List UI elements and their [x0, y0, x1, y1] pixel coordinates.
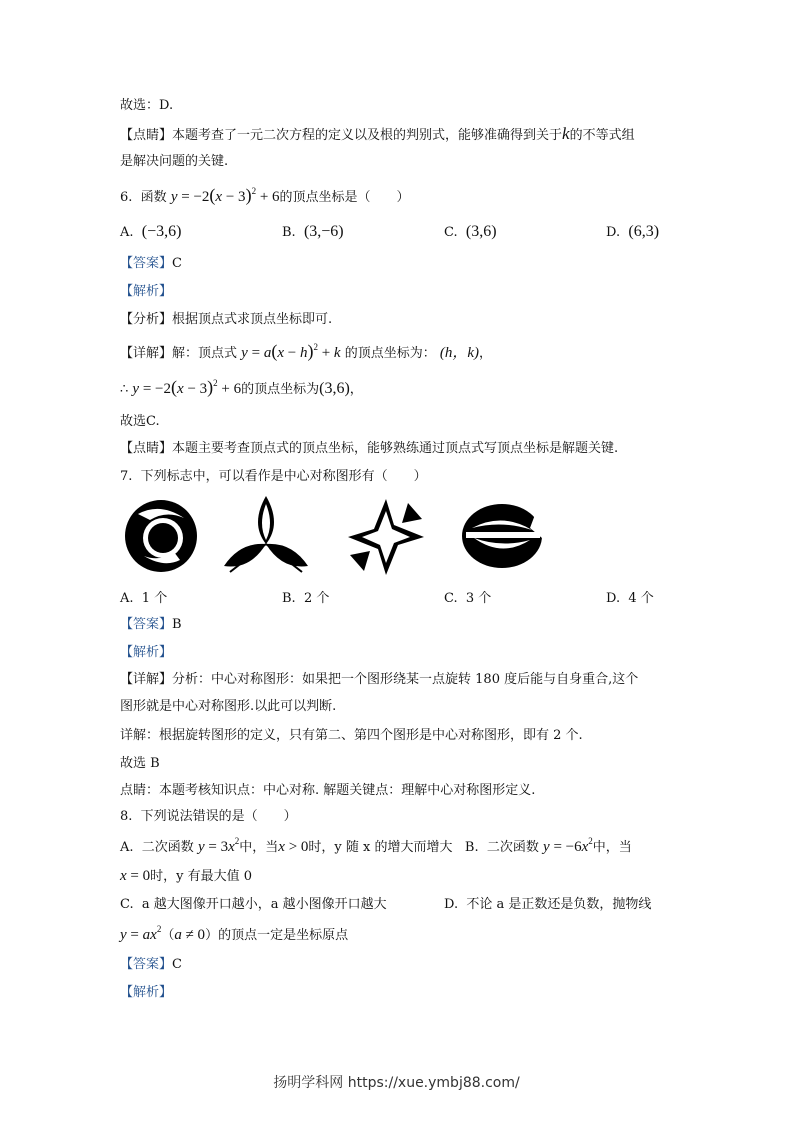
text-line: [120, 125, 635, 145]
text-line: 点睛：本题考核知识点：中心对称. 解题关键点：理解中心对称图形定义.: [120, 783, 536, 798]
text-line: 故选C.: [120, 414, 160, 429]
answer-line: 【答案】C: [120, 957, 182, 972]
point-text: 本题考查了一元二次方程的定义以及根的判别式，能够准确得到关于: [172, 128, 563, 143]
question-text: 函数: [140, 190, 167, 205]
analysis-line: 【解析】: [120, 985, 173, 1000]
option-b-cont: x = 0时，y 有最大值 0: [120, 868, 253, 884]
footer-watermark: 扬明学科网 https://xue.ymbj88.com/: [273, 1075, 520, 1091]
answer-tag: 【答案】: [120, 256, 173, 271]
option-a-line: A. 二次函数 $y = 3x^2$中，当x > 0时，y 随 x 的增大而增大 B. 二次函数 $y = -6x^2$中，当: [120, 836, 632, 855]
analysis-line: [120, 283, 172, 301]
question-number: 6.: [120, 190, 133, 205]
question-6: [120, 186, 410, 207]
logo-figure-1: [120, 498, 202, 574]
detail-line: 【详解】分析：中心对称图形：如果把一个图形绕某一点旋转 180 度后能与自身重合,这个: [120, 672, 639, 687]
analysis-tag: 【解析】: [120, 284, 173, 299]
answer-line: 【答案】B: [120, 617, 182, 632]
logo-figure-3: [346, 497, 426, 577]
text-line: 图形就是中心对称图形.以此可以判断.: [120, 699, 337, 714]
point-text-tail: 的不等式组: [569, 128, 635, 143]
text-line: 是解决问题的关键.: [120, 154, 229, 169]
option-b: B. 2 个: [282, 591, 330, 606]
option-d: D. (6,3): [606, 223, 660, 240]
option-c-line: C. a 越大图像开口越小，a 越小图像开口越大: [120, 897, 387, 912]
detail-line: 【详解】解：顶点式 $y = a(x - h)^2 + k$ 的顶点坐标为： (h，k)，: [120, 341, 493, 361]
analysis-line: 【解析】: [120, 645, 173, 660]
answer-line: [120, 255, 182, 273]
option-a: A. (−3,6): [120, 223, 182, 240]
logo-figure-4: [456, 498, 548, 572]
text-line: 故选：D.: [120, 98, 174, 113]
logo-figure-2: [220, 494, 312, 578]
formula: (h，k): [439, 345, 480, 361]
option-d: D. 4 个: [606, 591, 654, 606]
therefore-line: ∴ $y = -2(x - 3)^2 + 6$的顶点坐标为(3,6)，: [120, 377, 363, 397]
text-line: 详解：根据旋转图形的定义，只有第二、第四个图形是中心对称图形，即有 2 个.: [120, 728, 583, 743]
option-c: C. 3 个: [444, 591, 492, 606]
text-line: 故选 B: [120, 756, 160, 771]
formula: $y = a(x - h)^2 + k$: [241, 341, 341, 361]
point-tag: 【点睛】: [120, 128, 173, 143]
answer-value: C: [172, 256, 182, 271]
option-a: A. 1 个: [120, 591, 168, 606]
question-8: 8. 下列说法错误的是（ ）: [120, 809, 297, 824]
formula: $y = -2(x - 3)^2 + 6$: [132, 377, 242, 397]
analysis-text: 【分析】根据顶点式求顶点坐标即可.: [120, 312, 333, 327]
question-text: 的顶点坐标是（ ）: [279, 190, 410, 205]
option-c: C. (3,6): [444, 223, 497, 240]
question-7: 7. 下列标志中，可以看作是中心对称图形有（ ）: [120, 469, 427, 484]
math-var: k: [562, 124, 570, 143]
point-line: 【点睛】本题主要考查顶点式的顶点坐标，能够熟练通过顶点式写顶点坐标是解题关键.: [120, 441, 619, 456]
option-d-line: D. 不论 a 是正数还是负数，抛物线: [444, 897, 652, 912]
formula: $y = -2(x - 3)^2 + 6$: [170, 185, 280, 205]
option-b: B. (3,−6): [282, 223, 344, 240]
option-d-cont: $y = ax^2(a \ne 0)$的顶点一定是坐标原点: [120, 924, 349, 943]
